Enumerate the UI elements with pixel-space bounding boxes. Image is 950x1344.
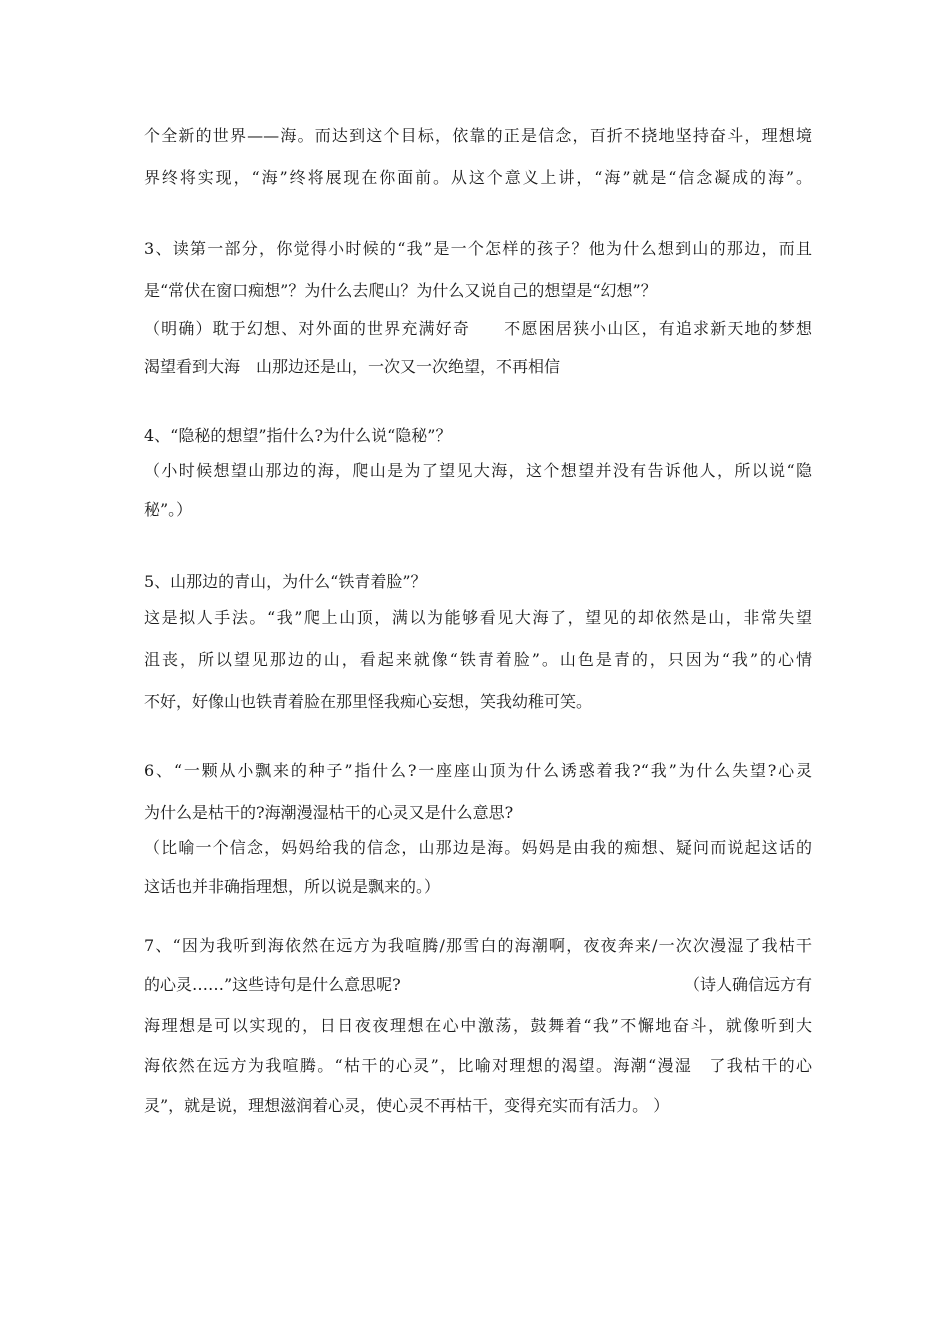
question-6-answer-line-2: 这话也并非确指理想，所以说是飘来的。）	[144, 877, 441, 896]
question-7-line-1: 7、“因为我听到海依然在远方为我喧腾/那雪白的海潮啊，夜夜奔来/一次次漫湿了我枯干	[144, 936, 812, 955]
question-5-answer-line-1: 这是拟人手法。“我”爬上山顶，满以为能够看见大海了，望见的却依然是山，非常失望	[144, 608, 812, 627]
question-3-line-1: 3、读第一部分，你觉得小时候的“我”是一个怎样的孩子？他为什么想到山的那边，而且	[144, 239, 812, 258]
question-4-line-1: 4、“隐秘的想望”指什么?为什么说“隐秘”？	[144, 426, 452, 445]
question-3-line-2: 是“常伏在窗口痴想”？为什么去爬山？为什么又说自己的想望是“幻想”？	[144, 281, 657, 300]
question-4-answer-line-2: 秘”。）	[144, 500, 193, 519]
question-5-line-1: 5、山那边的青山，为什么“铁青着脸”？	[144, 572, 427, 591]
question-5-answer-line-3: 不好，好像山也铁青着脸在那里怪我痴心妄想，笑我幼稚可笑。	[144, 692, 593, 711]
intro-line-1: 个全新的世界——海。而达到这个目标，依靠的正是信念，百折不挠地坚持奋斗，理想境	[144, 126, 812, 145]
question-5-answer-line-2: 沮丧，所以望见那边的山，看起来就像“铁青着脸”。山色是青的，只因为“我”的心情	[144, 650, 812, 669]
question-4-answer-line-1: （小时候想望山那边的海，爬山是为了望见大海，这个想望并没有告诉他人，所以说“隐	[144, 461, 812, 480]
question-7-answer-line-1: 海理想是可以实现的，日日夜夜理想在心中激荡，鼓舞着“我”不懈地奋斗，就像听到大	[144, 1016, 812, 1035]
question-7-answer-line-2: 海依然在远方为我喧腾。“枯干的心灵”，比喻对理想的渴望。海潮“漫湿 了我枯干的心	[144, 1056, 812, 1075]
question-3-answer-line-2: 渴望看到大海 山那边还是山，一次又一次绝望，不再相信	[144, 357, 561, 376]
question-6-answer-line-1: （比喻一个信念，妈妈给我的信念，山那边是海。妈妈是由我的痴想、疑问而说起这话的	[144, 838, 812, 857]
question-3-answer-line-1: （明确）耽于幻想、对外面的世界充满好奇 不愿困居狭小山区，有追求新天地的梦想	[144, 319, 812, 338]
question-6-line-2: 为什么是枯干的?海潮漫湿枯干的心灵又是什么意思?	[144, 803, 514, 822]
question-7-line-2-right: （诗人确信远方有	[683, 975, 812, 994]
question-6-line-1: 6、“一颗从小飘来的种子”指什么?一座座山顶为什么诱惑着我?“我”为什么失望?心灵	[144, 761, 812, 780]
question-7-answer-line-3: 灵”，就是说，理想滋润着心灵，使心灵不再枯干，变得充实而有活力。 ）	[144, 1096, 670, 1115]
intro-line-2: 界终将实现，“海”终将展现在你面前。从这个意义上讲，“海”就是“信念凝成的海”。	[144, 168, 812, 187]
question-7-line-2-left: 的心灵……”这些诗句是什么意思呢?	[144, 975, 401, 994]
